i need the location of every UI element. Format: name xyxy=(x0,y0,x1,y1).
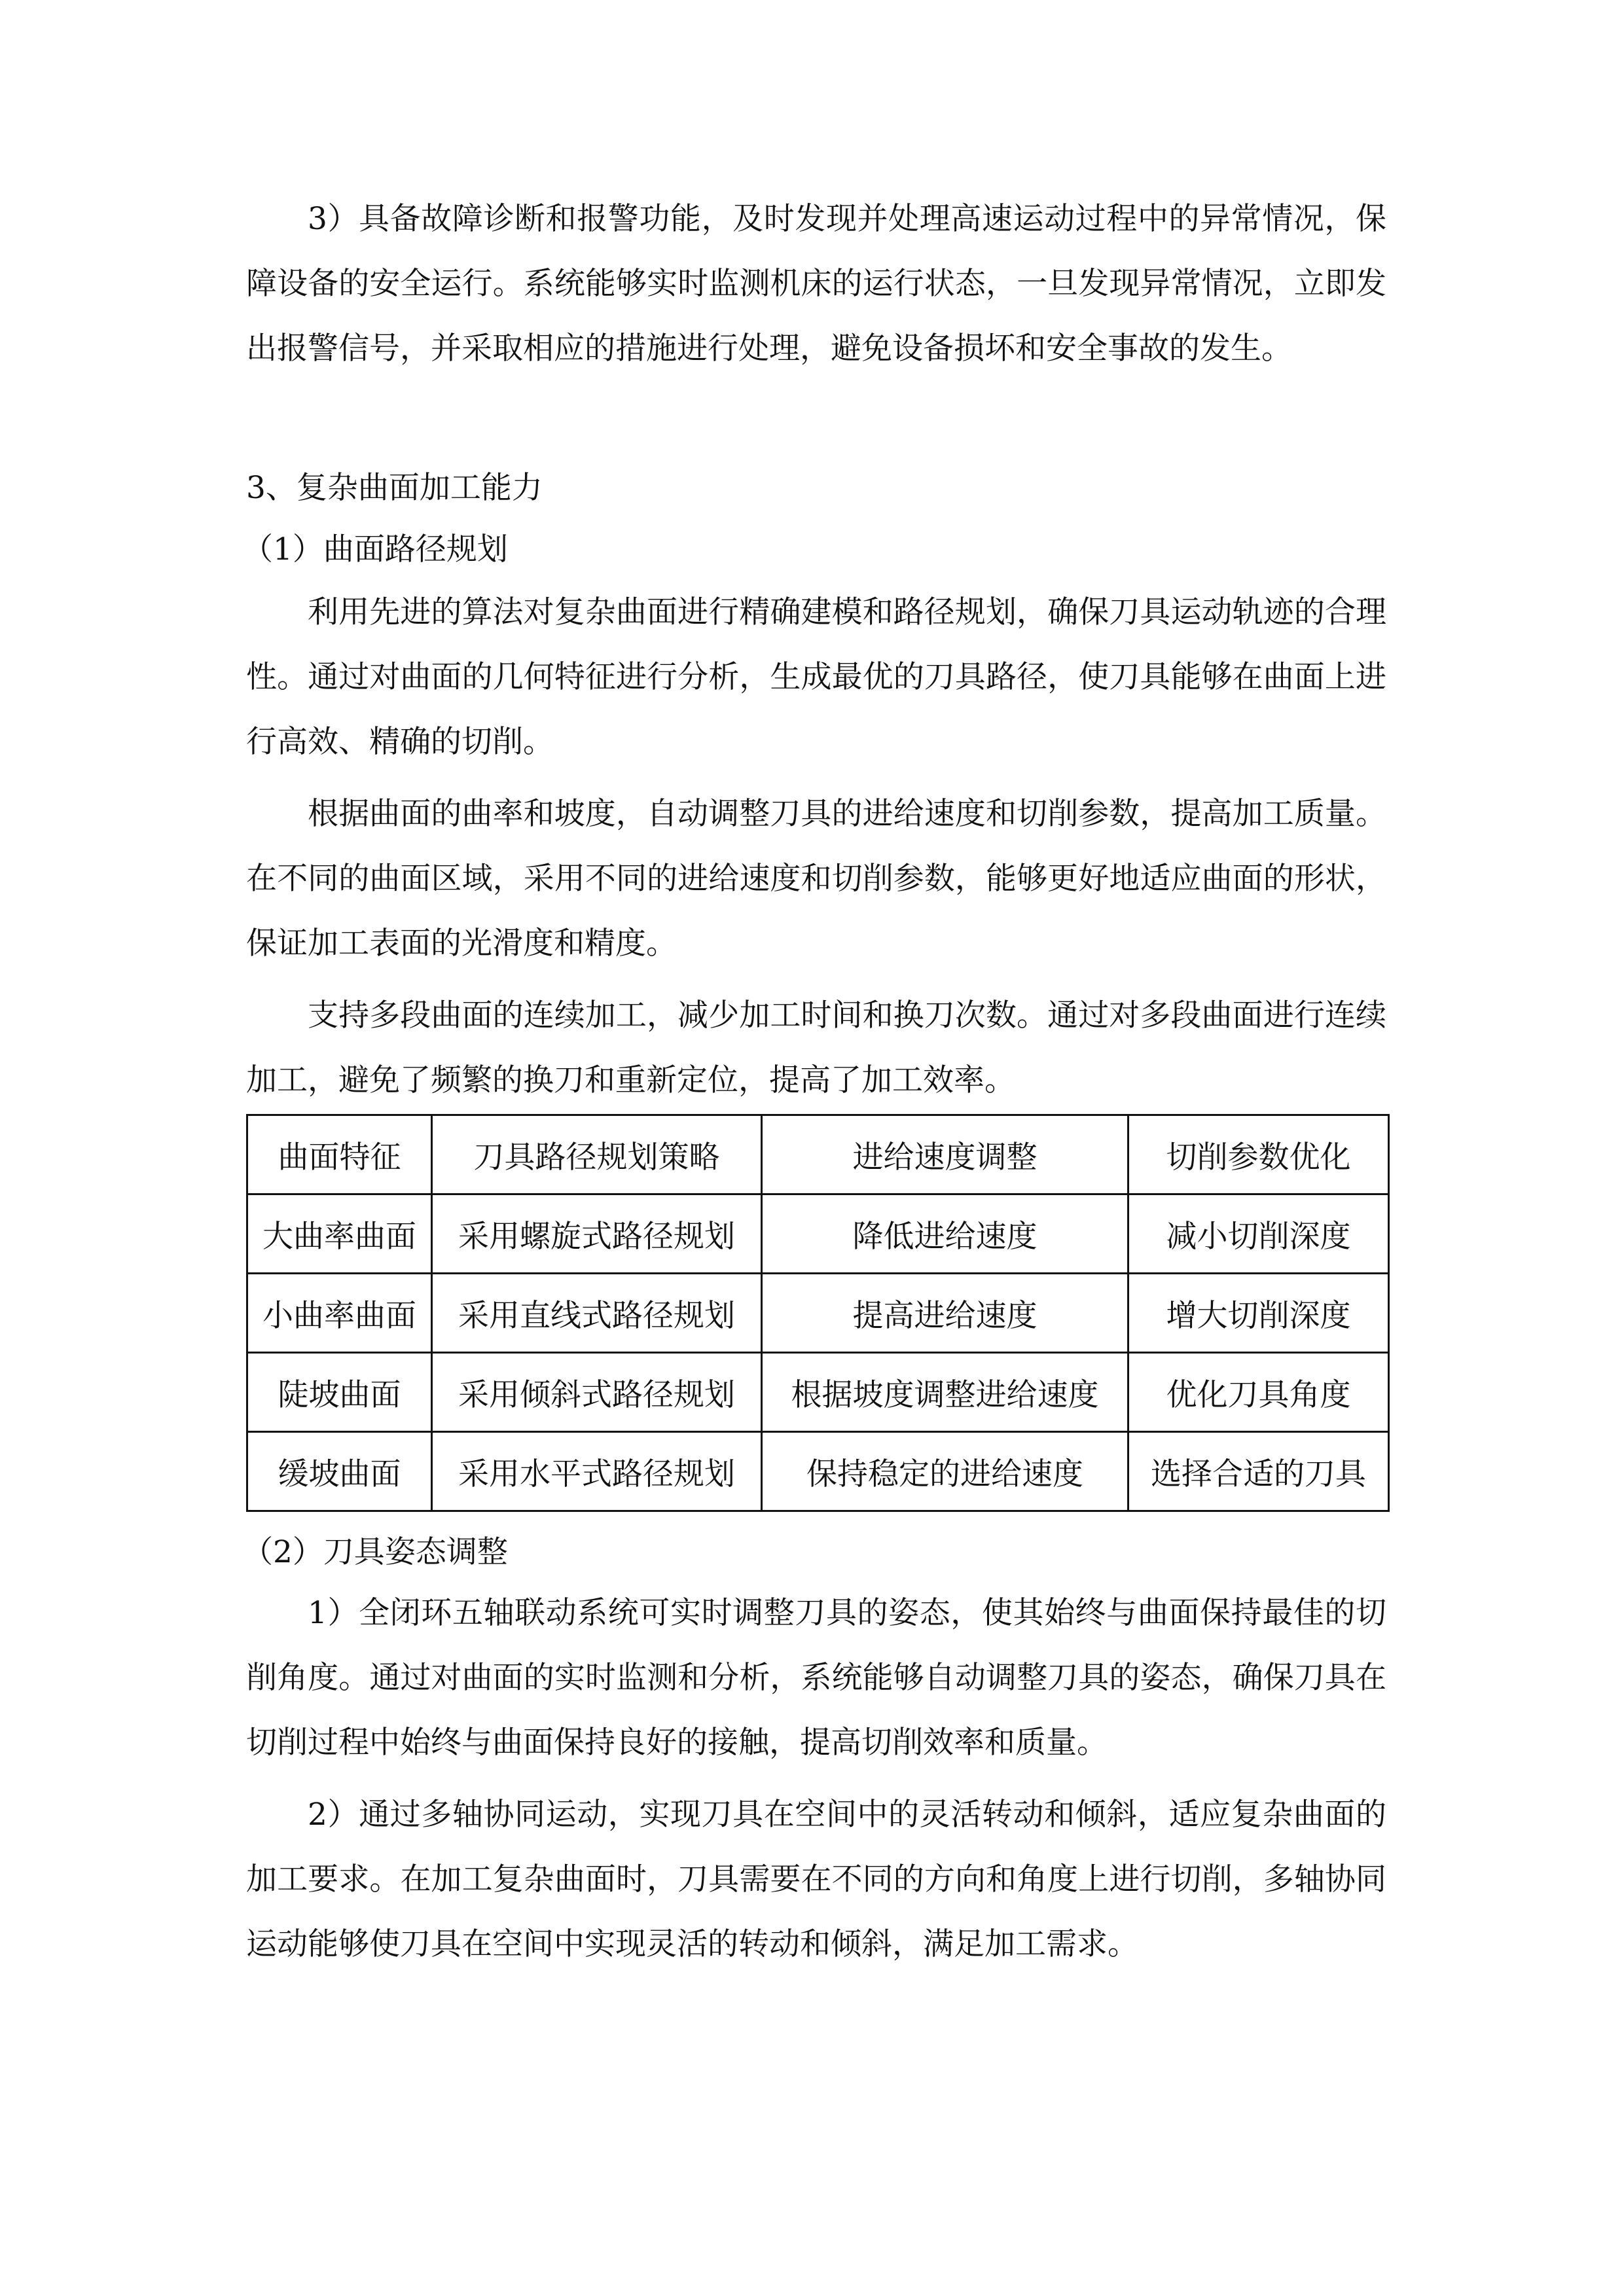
table-row xyxy=(247,1432,1389,1511)
table-cell: 保持稳定的进给速度 xyxy=(762,1432,1128,1511)
table-cell: 采用直线式路径规划 xyxy=(432,1274,762,1353)
table-row xyxy=(247,1274,1389,1353)
paragraph-path-planning: 利用先进的算法对复杂曲面进行精确建模和路径规划，确保刀具运动轨迹的合理性。通过对曲面的几何特征进行分析，生成最优的刀具路径，使刀具能够在曲面上进行高效、精确的切削。 xyxy=(246,594,1386,760)
table-header-cell: 进给速度调整 xyxy=(762,1115,1128,1194)
table-cell: 缓坡曲面 xyxy=(247,1432,432,1511)
paragraph-five-axis: 1）全闭环五轴联动系统可实时调整刀具的姿态，使其始终与曲面保持最佳的切削角度。通过对曲面的实时监测和分析，系统能够自动调整刀具的姿态，确保刀具在切削过程中始终与曲面保持良好的接触，提高切削效率和质量。 xyxy=(246,1595,1386,1761)
surface-strategy-table xyxy=(246,1114,1390,1512)
table-cell: 陡坡曲面 xyxy=(247,1353,432,1432)
table-cell: 采用水平式路径规划 xyxy=(432,1432,762,1511)
table-header-cell: 切削参数优化 xyxy=(1128,1115,1389,1194)
table-header-row xyxy=(247,1115,1389,1194)
paragraph-multi-axis: 2）通过多轴协同运动，实现刀具在空间中的灵活转动和倾斜，适应复杂曲面的加工要求。在加工复杂曲面时，刀具需要在不同的方向和角度上进行切削，多轴协同运动能够使刀具在空间中实现灵活的转动和倾斜，满足加工需求。 xyxy=(246,1797,1386,1962)
table-cell: 增大切削深度 xyxy=(1128,1274,1389,1353)
table-cell: 提高进给速度 xyxy=(762,1274,1128,1353)
table-header-cell: 曲面特征 xyxy=(247,1115,432,1194)
table-cell: 采用倾斜式路径规划 xyxy=(432,1353,762,1432)
table-cell: 选择合适的刀具 xyxy=(1128,1432,1389,1511)
table-row xyxy=(247,1353,1389,1432)
table-cell: 根据坡度调整进给速度 xyxy=(762,1353,1128,1432)
paragraph-continuous-machining: 支持多段曲面的连续加工，减少加工时间和换刀次数。通过对多段曲面进行连续加工，避免了频繁的换刀和重新定位，提高了加工效率。 xyxy=(246,997,1386,1098)
table-cell: 降低进给速度 xyxy=(762,1194,1128,1274)
table-cell: 大曲率曲面 xyxy=(247,1194,432,1274)
table-row xyxy=(247,1194,1389,1274)
table-cell: 优化刀具角度 xyxy=(1128,1353,1389,1432)
table-cell: 减小切削深度 xyxy=(1128,1194,1389,1274)
subsection-heading-path-planning: （1）曲面路径规划 xyxy=(242,531,508,567)
table-header-cell: 刀具路径规划策略 xyxy=(432,1115,762,1194)
table-cell: 小曲率曲面 xyxy=(247,1274,432,1353)
table-cell: 采用螺旋式路径规划 xyxy=(432,1194,762,1274)
paragraph-curvature-adjust: 根据曲面的曲率和坡度，自动调整刀具的进给速度和切削参数，提高加工质量。在不同的曲面区域，采用不同的进给速度和切削参数，能够更好地适应曲面的形状，保证加工表面的光滑度和精度。 xyxy=(246,796,1386,961)
section-heading: 3、复杂曲面加工能力 xyxy=(246,470,543,506)
subsection-heading-tool-posture: （2）刀具姿态调整 xyxy=(242,1534,508,1570)
paragraph-fault-diagnosis: 3）具备故障诊断和报警功能，及时发现并处理高速运动过程中的异常情况，保障设备的安全运行。系统能够实时监测机床的运行状态，一旦发现异常情况，立即发出报警信号，并采取相应的措施进行处理，避免设备损坏和安全事故的发生。 xyxy=(246,201,1386,367)
